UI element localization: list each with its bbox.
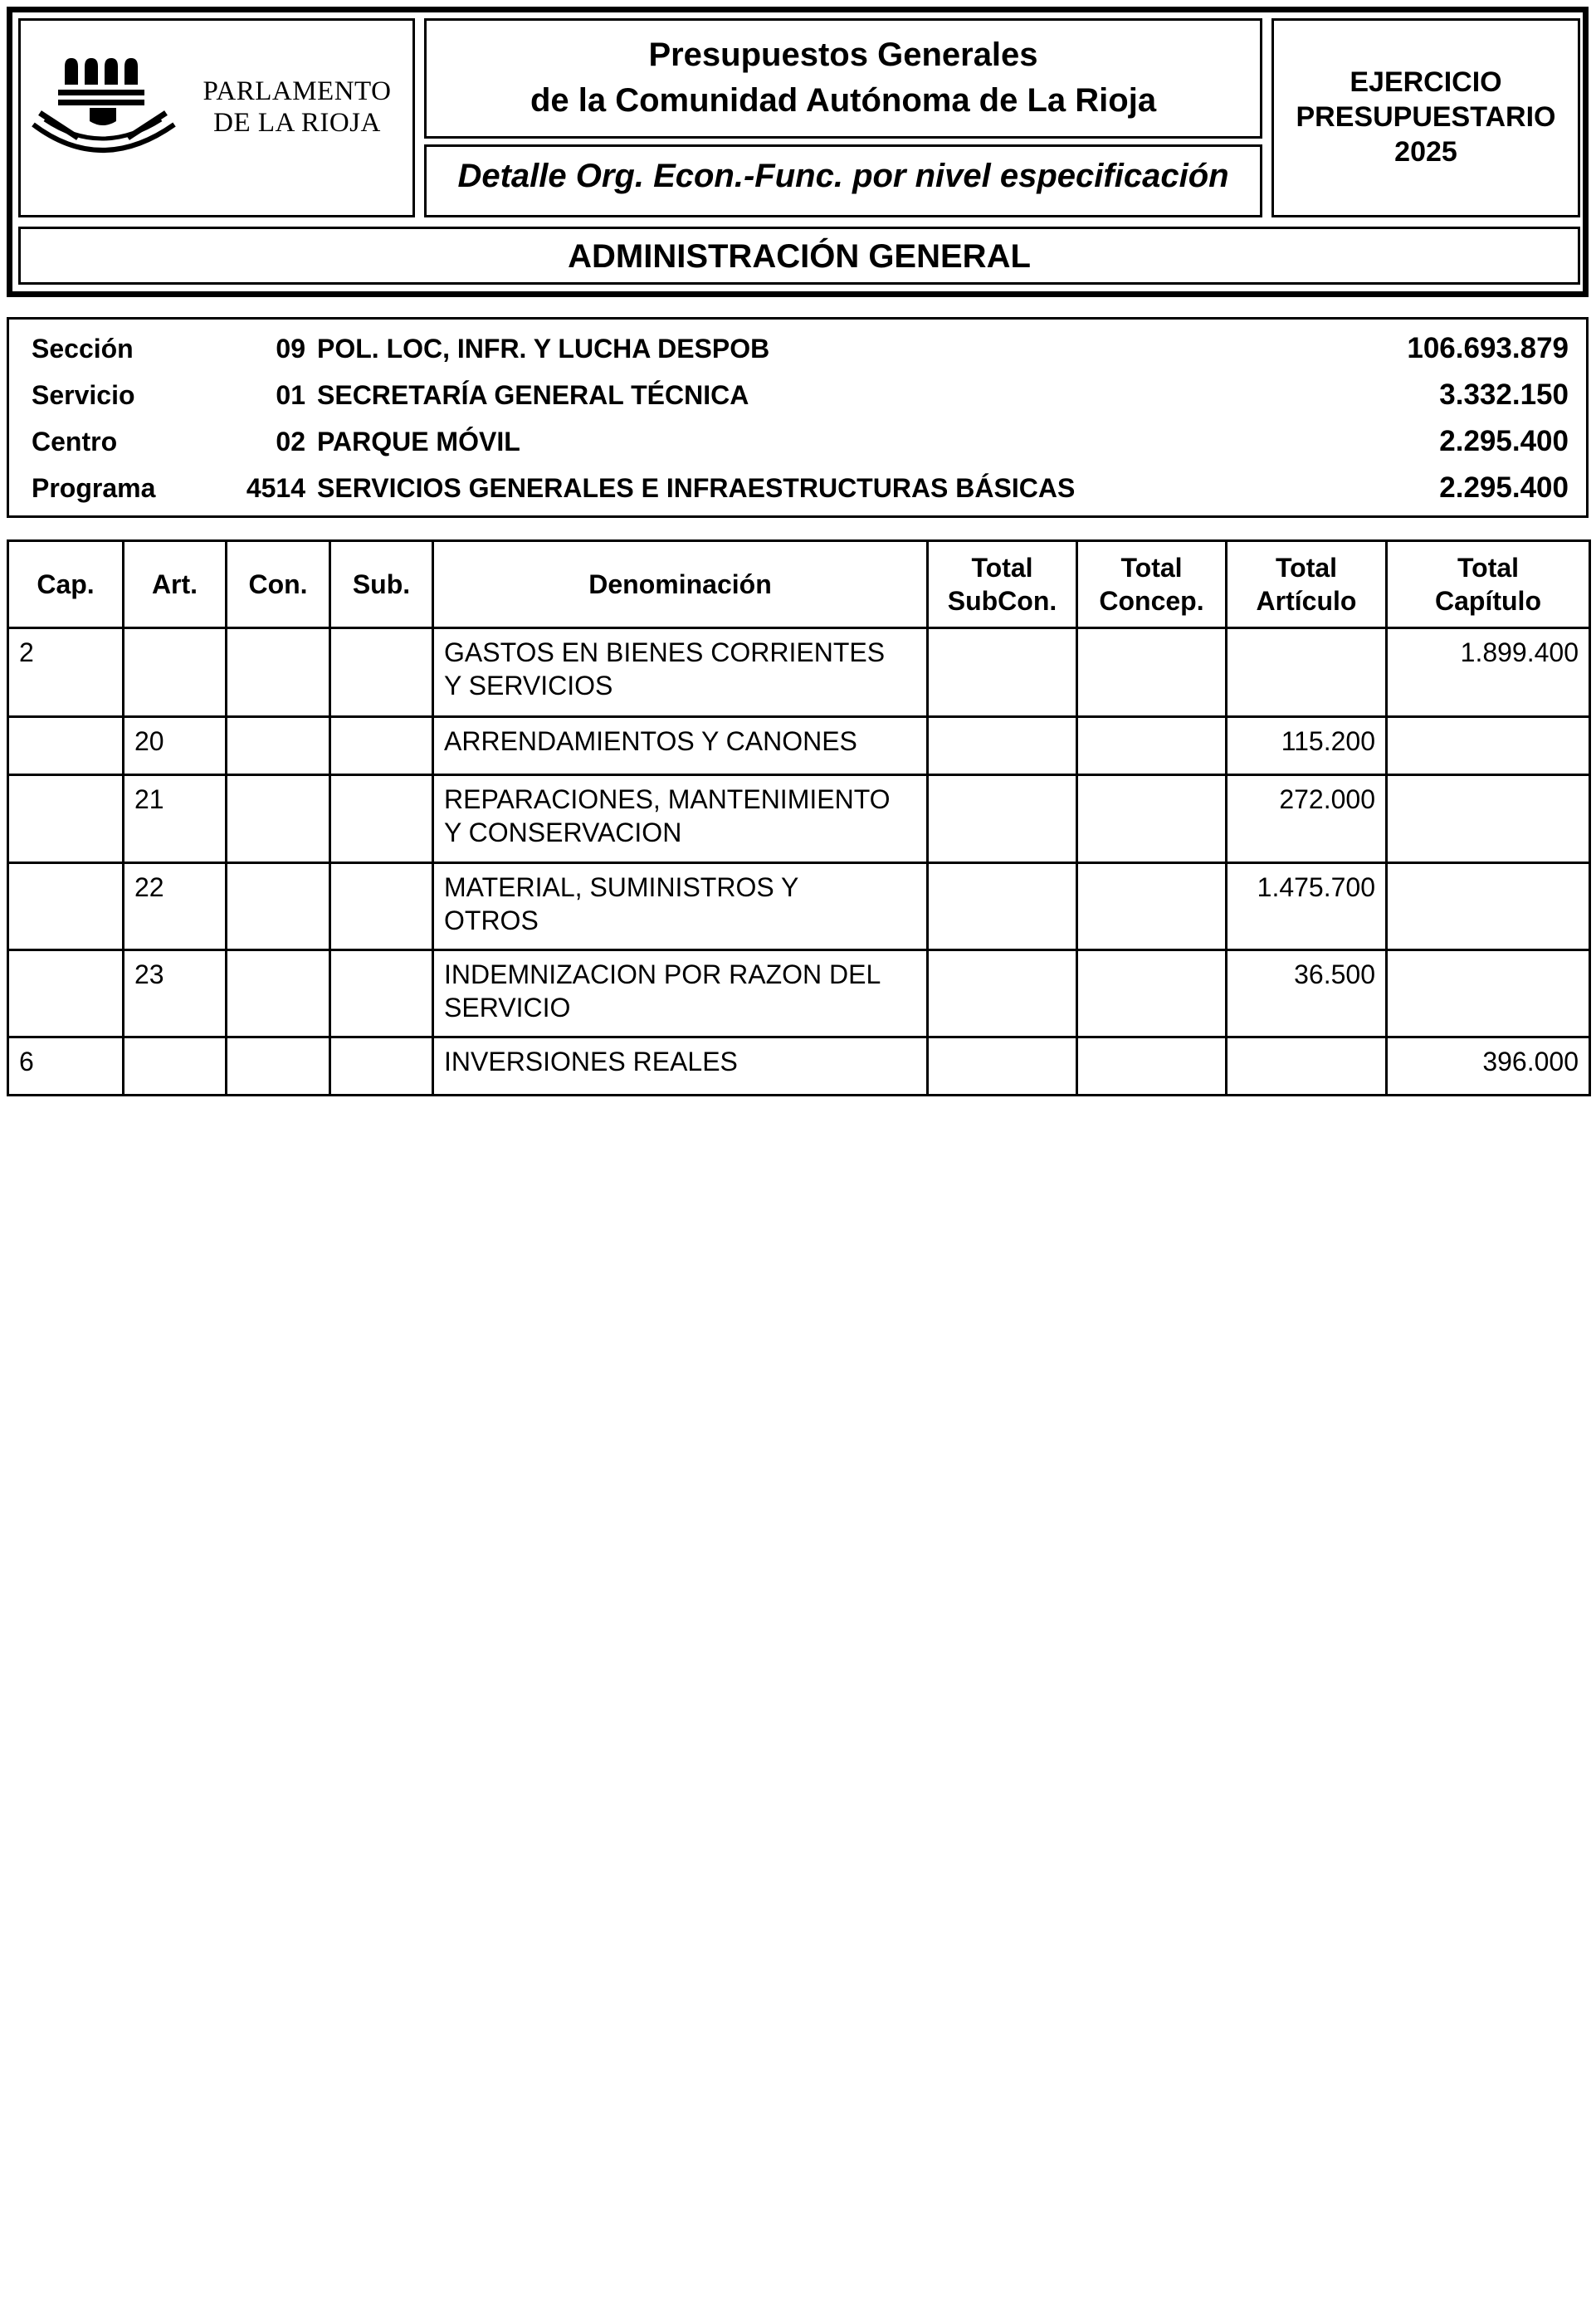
denominacion-line: OTROS [444, 905, 539, 935]
denominacion-line: SERVICIO [444, 993, 571, 1023]
cell-art: 21 [124, 775, 227, 863]
info-name: PARQUE MÓVIL [317, 427, 520, 456]
denominacion-line: ARRENDAMIENTOS Y CANONES [444, 726, 857, 756]
header-line: Total [1120, 553, 1183, 583]
cell-total-capitulo [1387, 775, 1590, 863]
year-line3: 2025 [1394, 136, 1457, 168]
logo-text-line2: DE LA RIOJA [213, 108, 381, 138]
info-row-servicio [7, 372, 1589, 418]
info-code: 09 [276, 334, 305, 364]
cell-total-concep [1077, 628, 1227, 717]
header-art: Art. [124, 541, 227, 628]
cell-denominacion [433, 717, 928, 775]
header-cap: Cap. [8, 541, 124, 628]
header-line: Total [1457, 553, 1520, 583]
cell-cap: 6 [8, 1037, 124, 1096]
cell-total-capitulo [1387, 717, 1590, 775]
cell-total-subcon [928, 863, 1077, 950]
table-row [8, 950, 1590, 1037]
info-amount: 2.295.400 [1439, 425, 1569, 457]
cell-cap [8, 863, 124, 950]
denominacion-line: Y CONSERVACION [444, 818, 682, 847]
info-label: Sección [32, 334, 134, 364]
cell-total-capitulo [1387, 863, 1590, 950]
denominacion-line: REPARACIONES, MANTENIMIENTO [444, 784, 891, 814]
cell-cap [8, 950, 124, 1037]
year-line2: PRESUPUESTARIO [1296, 101, 1556, 133]
cell-con [227, 863, 330, 950]
header-line: Concep. [1099, 586, 1204, 616]
logo-text-line1: PARLAMENTO [203, 76, 392, 106]
denominacion-line: INDEMNIZACION POR RAZON DEL [444, 959, 881, 989]
info-name: POL. LOC, INFR. Y LUCHA DESPOB [317, 334, 770, 364]
info-code: 01 [276, 380, 305, 410]
cell-art: 20 [124, 717, 227, 775]
cell-sub [330, 950, 433, 1037]
cell-denominacion [433, 950, 928, 1037]
cell-cap [8, 775, 124, 863]
info-row-programa [7, 465, 1589, 511]
parliament-logo [28, 51, 194, 168]
cell-art: 23 [124, 950, 227, 1037]
info-label: Servicio [32, 380, 135, 410]
cell-total-subcon [928, 950, 1077, 1037]
cell-total-articulo [1227, 1037, 1387, 1096]
budget-detail-table [7, 539, 1591, 1096]
header-denominacion: Denominación [433, 541, 928, 628]
cell-sub [330, 775, 433, 863]
cell-cap: 2 [8, 628, 124, 717]
table-row [8, 863, 1590, 950]
cell-sub [330, 628, 433, 717]
header-total-articulo [1227, 541, 1387, 628]
document-subtitle: Detalle Org. Econ.-Func. por nivel especificación [457, 158, 1229, 194]
cell-total-concep [1077, 863, 1227, 950]
title-line1: Presupuestos Generales [648, 37, 1038, 73]
header-con: Con. [227, 541, 330, 628]
denominacion-line: MATERIAL, SUMINISTROS Y [444, 872, 799, 902]
cell-total-subcon [928, 717, 1077, 775]
denominacion-line: INVERSIONES REALES [444, 1047, 738, 1076]
table-row [8, 775, 1590, 863]
info-row-centro [7, 418, 1589, 465]
cell-art: 22 [124, 863, 227, 950]
cell-art [124, 628, 227, 717]
cell-total-articulo: 1.475.700 [1227, 863, 1387, 950]
cell-total-concep [1077, 775, 1227, 863]
cell-total-capitulo: 396.000 [1387, 1037, 1590, 1096]
cell-denominacion [433, 775, 928, 863]
cell-art [124, 1037, 227, 1096]
cell-cap [8, 717, 124, 775]
cell-total-subcon [928, 1037, 1077, 1096]
year-line1: EJERCICIO [1350, 66, 1502, 98]
cell-con [227, 717, 330, 775]
header-total-capitulo [1387, 541, 1590, 628]
table-row [8, 628, 1590, 717]
header-total-concep [1077, 541, 1227, 628]
denominacion-line: Y SERVICIOS [444, 671, 613, 700]
info-code: 4514 [246, 473, 305, 503]
cell-total-concep [1077, 717, 1227, 775]
cell-con [227, 775, 330, 863]
header-line: Total [971, 553, 1033, 583]
cell-sub [330, 717, 433, 775]
info-amount: 106.693.879 [1407, 332, 1569, 364]
table-row [8, 1037, 1590, 1096]
header-line: SubCon. [947, 586, 1057, 616]
info-label: Programa [32, 473, 156, 503]
cell-sub [330, 1037, 433, 1096]
cell-con [227, 628, 330, 717]
info-name: SECRETARÍA GENERAL TÉCNICA [317, 380, 749, 410]
info-row-seccion [7, 325, 1589, 372]
cell-total-capitulo: 1.899.400 [1387, 628, 1590, 717]
cell-total-subcon [928, 775, 1077, 863]
info-code: 02 [276, 427, 305, 456]
header-total-subcon [928, 541, 1077, 628]
admin-title: ADMINISTRACIÓN GENERAL [568, 238, 1031, 275]
cell-denominacion [433, 1037, 928, 1096]
info-name: SERVICIOS GENERALES E INFRAESTRUCTURAS BÁSICAS [317, 473, 1076, 503]
header-sub: Sub. [330, 541, 433, 628]
cell-con [227, 1037, 330, 1096]
info-amount: 2.295.400 [1439, 471, 1569, 504]
cell-total-capitulo [1387, 950, 1590, 1037]
header-line: Total [1275, 553, 1338, 583]
cell-total-articulo: 115.200 [1227, 717, 1387, 775]
cell-total-subcon [928, 628, 1077, 717]
denominacion-line: GASTOS EN BIENES CORRIENTES [444, 637, 886, 667]
cell-total-concep [1077, 1037, 1227, 1096]
header-line: Capítulo [1435, 586, 1541, 616]
cell-total-articulo: 272.000 [1227, 775, 1387, 863]
cell-sub [330, 863, 433, 950]
cell-total-concep [1077, 950, 1227, 1037]
cell-denominacion [433, 628, 928, 717]
cell-total-articulo: 36.500 [1227, 950, 1387, 1037]
table-header-row [8, 541, 1590, 628]
cell-denominacion [433, 863, 928, 950]
header-line: Artículo [1256, 586, 1357, 616]
info-label: Centro [32, 427, 118, 456]
table-row [8, 717, 1590, 775]
title-line2: de la Comunidad Autónoma de La Rioja [530, 82, 1157, 119]
cell-con [227, 950, 330, 1037]
info-amount: 3.332.150 [1439, 378, 1569, 411]
cell-total-articulo [1227, 628, 1387, 717]
